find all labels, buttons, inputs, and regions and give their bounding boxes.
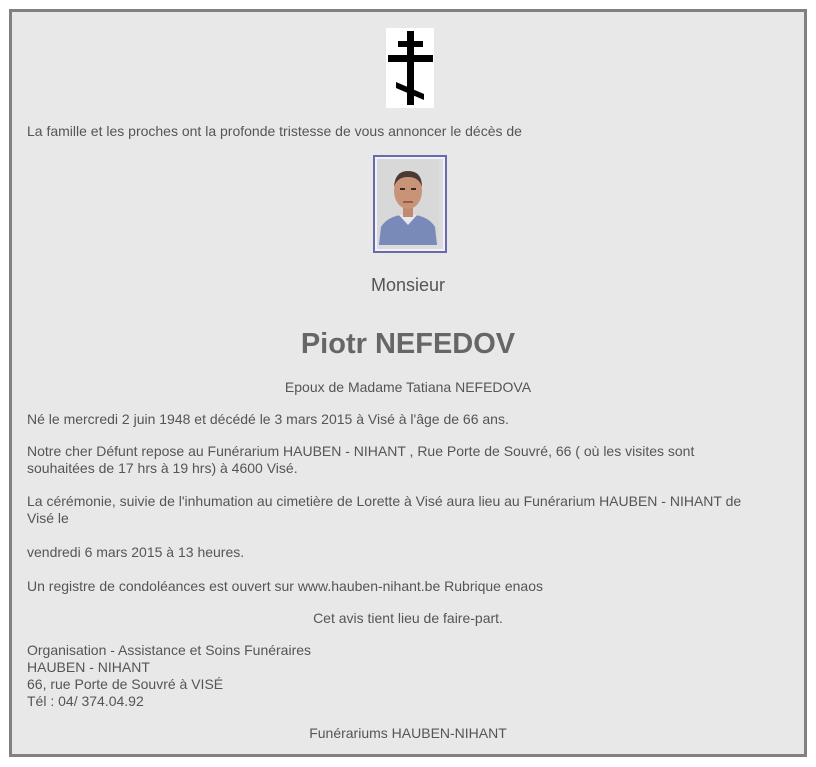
- rest-line-2: souhaitées de 17 hrs à 19 hrs) à 4600 Visé.: [27, 460, 298, 476]
- notice-note: Cet avis tient lieu de faire-part.: [313, 610, 503, 626]
- registry-line: Un registre de condoléances est ouvert sur www.hauben-nihant.be Rubrique enaos: [27, 578, 543, 594]
- ceremony-date: vendredi 6 mars 2015 à 13 heures.: [27, 544, 245, 560]
- obituary-notice: [9, 9, 807, 757]
- orthodox-cross-icon: [386, 28, 434, 108]
- spouse-line: Epoux de Madame Tatiana NEFEDOVA: [284, 379, 532, 395]
- organisation-line: Organisation - Assistance et Soins Funéraires: [27, 642, 312, 658]
- funeral-home-name: HAUBEN - NIHANT: [27, 659, 150, 675]
- rest-line-1: Notre cher Défunt repose au Funérarium HAUBEN - NIHANT , Rue Porte de Souvré, 66 ( où les visites sont: [27, 443, 695, 459]
- funeral-home-address: 66, rue Porte de Souvré à VISÉ: [27, 676, 224, 692]
- intro-text: La famille et les proches ont la profonde tristesse de vous annoncer le décès de: [27, 123, 522, 139]
- birth-death-line: Né le mercredi 2 juin 1948 et décédé le 3 mars 2015 à Visé à l'âge de 66 ans.: [27, 411, 509, 427]
- honorific: Monsieur: [370, 275, 446, 295]
- ceremony-line-1: La cérémonie, suivie de l'inhumation au cimetière de Lorette à Visé aura lieu au Funérarium HAUBEN - NIHANT de: [27, 493, 742, 509]
- footer-signature: Funérariums HAUBEN-NIHANT: [309, 725, 507, 741]
- portrait-photo: [373, 155, 447, 253]
- deceased-name: Piotr NEFEDOV: [300, 328, 516, 360]
- ceremony-line-2: Visé le: [27, 510, 69, 526]
- funeral-home-phone: Tél : 04/ 374.04.92: [27, 693, 144, 709]
